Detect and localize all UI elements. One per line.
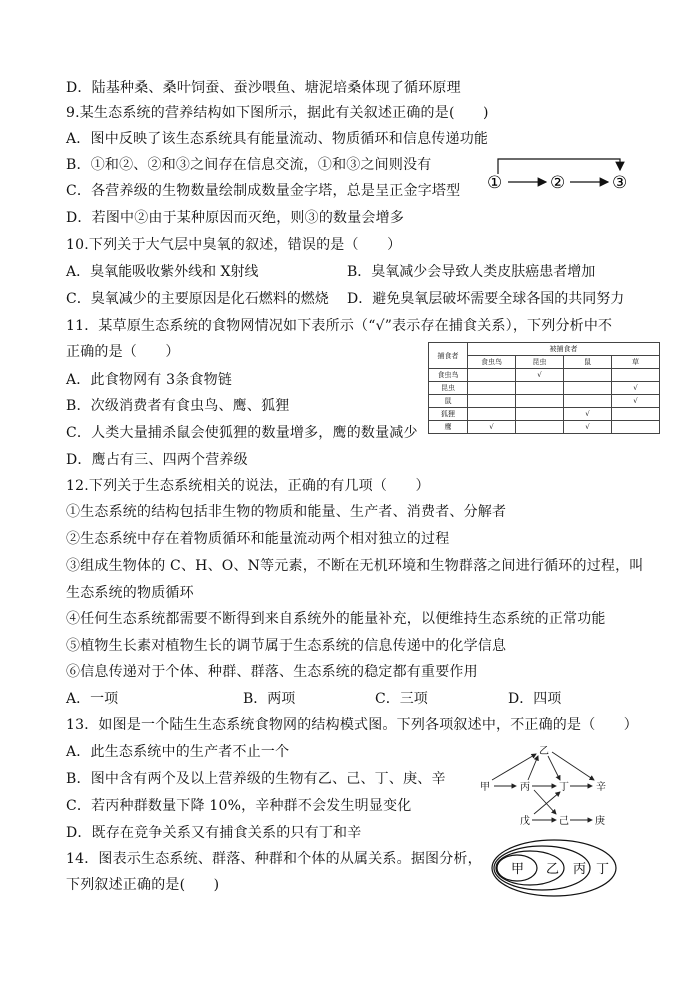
table-cell xyxy=(468,408,516,421)
q11-option-d: D．鹰占有三、四两个营养级 xyxy=(66,452,248,468)
prey-col-header: 鼠 xyxy=(564,356,612,369)
node-3: ③ xyxy=(612,173,628,193)
label-jia: 甲 xyxy=(511,862,525,877)
q13-option-d: D．既存在竞争关系又有捕食关系的只有丁和辛 xyxy=(66,825,362,841)
predator-name: 食虫鸟 xyxy=(429,369,468,382)
q9-option-c: C．各营养级的生物数量绘制成数量金字塔，总是呈正金字塔型 xyxy=(66,183,461,199)
q9-option-d: D．若图中②由于某种原因而灭绝，则③的数量会增多 xyxy=(66,210,405,226)
q14-stem: 14．图表示生态系统、群落、种群和个体的从属关系。据图分析， xyxy=(66,851,482,867)
predator-name: 昆虫 xyxy=(429,382,468,395)
q8-option-d: D．陆基种桑、桑叶饲蚕、蚕沙喂鱼、塘泥培桑体现了循环原理 xyxy=(66,80,461,96)
table-cell: √ xyxy=(612,382,660,395)
table-row xyxy=(429,369,660,382)
q14-nested-ellipse-diagram xyxy=(490,838,620,898)
q10-stem: 10.下列关于大气层中臭氧的叙述，错误的是（ ） xyxy=(66,237,402,253)
table-cell xyxy=(564,395,612,408)
table-cell xyxy=(516,408,564,421)
q13-option-a: A．此生态系统中的生产者不止一个 xyxy=(66,744,290,760)
node-ji: 己 xyxy=(559,816,569,827)
q9-option-a: A．图中反映了该生态系统具有能量流动、物质循环和信息传递功能 xyxy=(66,131,489,147)
prey-group-header: 被捕食者 xyxy=(468,343,660,356)
q12-stem: 12.下列关于生态系统相关的说法，正确的有几项（ ） xyxy=(66,478,430,494)
table-cell xyxy=(516,421,564,434)
node-yi: 乙 xyxy=(539,746,549,757)
q12-item-2: ②生态系统中存在着物质循环和能量流动两个相对独立的过程 xyxy=(66,531,450,547)
q13-option-b: B．图中含有两个及以上营养级的生物有乙、己、丁、庚、辛 xyxy=(66,771,446,787)
node-ding: 丁 xyxy=(559,782,569,793)
table-row xyxy=(429,382,660,395)
node-xin: 辛 xyxy=(596,782,606,793)
table-cell: √ xyxy=(564,408,612,421)
table-cell xyxy=(468,369,516,382)
q10-option-b: B．臭氧减少会导致人类皮肤癌患者增加 xyxy=(347,264,596,280)
table-row xyxy=(429,395,660,408)
table-cell: √ xyxy=(564,421,612,434)
table-cell xyxy=(564,369,612,382)
table-cell xyxy=(612,421,660,434)
table-cell xyxy=(468,395,516,408)
table-cell xyxy=(468,382,516,395)
q9-option-b: B．①和②、②和③之间存在信息交流，①和③之间则没有 xyxy=(66,157,432,173)
predator-name: 鼠 xyxy=(429,395,468,408)
q12-option-b: B．两项 xyxy=(243,691,296,707)
q13-option-c: C．若丙种群数量下降 10%，辛种群不会发生明显变化 xyxy=(66,798,412,814)
q13-stem: 13．如图是一个陆生生态系统食物网的结构模式图。下列各项叙述中，不正确的是（ ） xyxy=(66,717,639,733)
prey-col-header: 食虫鸟 xyxy=(468,356,516,369)
node-jia: 甲 xyxy=(480,782,490,793)
q11-stem: 11．某草原生态系统的食物网情况如下表所示（“√”表示存在捕食关系），下列分析中不 xyxy=(66,318,613,334)
table-cell xyxy=(612,408,660,421)
node-1: ① xyxy=(487,173,503,193)
table-cell xyxy=(516,395,564,408)
label-yi: 乙 xyxy=(546,862,560,877)
table-cell xyxy=(564,382,612,395)
q11-option-a: A．此食物网有 3条食物链 xyxy=(66,372,233,388)
q10-option-c: C．臭氧减少的主要原因是化石燃料的燃烧 xyxy=(66,291,329,307)
q12-item-5: ⑤植物生长素对植物生长的调节属于生态系统的信息传递中的化学信息 xyxy=(66,638,507,654)
node-geng: 庚 xyxy=(595,816,605,827)
node-2: ② xyxy=(550,173,566,193)
food-web-arrows xyxy=(492,752,594,820)
node-bing: 丙 xyxy=(520,782,530,793)
q12-item-3: ③组成生物体的 C、H、O、N等元素，不断在无机环境和生物群落之间进行循环的过程，叫 xyxy=(66,558,644,574)
table-cell: √ xyxy=(516,369,564,382)
node-wu: 戊 xyxy=(520,816,530,827)
q9-nutrient-structure-diagram xyxy=(482,154,632,198)
q10-option-a: A．臭氧能吸收紫外线和 X射线 xyxy=(66,264,259,280)
table-row xyxy=(429,421,660,434)
prey-col-header: 昆虫 xyxy=(516,356,564,369)
predator-name: 鹰 xyxy=(429,421,468,434)
q12-option-c: C．三项 xyxy=(375,691,428,707)
q10-option-d: D．避免臭氧层破坏需要全球各国的共同努力 xyxy=(347,291,625,307)
q11-option-b: B．次级消费者有食虫鸟、鹰、狐狸 xyxy=(66,398,290,414)
table-row xyxy=(429,408,660,421)
table-cell xyxy=(516,382,564,395)
q11-option-c: C．人类大量捕杀鼠会使狐狸的数量增多，鹰的数量减少 xyxy=(66,425,418,441)
predator-name: 狐狸 xyxy=(429,408,468,421)
table-cell: √ xyxy=(612,395,660,408)
q12-option-d: D．四项 xyxy=(508,691,562,707)
q14-stem-cont: 下列叙述正确的是( ) xyxy=(66,877,220,893)
q9-stem: 9.某生态系统的营养结构如下图所示，据此有关叙述正确的是( ) xyxy=(66,105,489,121)
q13-food-web-diagram xyxy=(474,740,614,832)
table-cell: √ xyxy=(468,421,516,434)
q12-item-6: ⑥信息传递对于个体、种群、群落、生态系统的稳定都有重要作用 xyxy=(66,664,478,680)
q11-stem-cont: 正确的是（ ） xyxy=(66,344,180,360)
q12-option-a: A．一项 xyxy=(66,691,119,707)
table-cell xyxy=(612,369,660,382)
food-web-table xyxy=(428,342,660,434)
table-corner-header: 捕食者 xyxy=(429,343,468,369)
q12-item-4: ④任何生态系统都需要不断得到来自系统外的能量补充，以便维持生态系统的正常功能 xyxy=(66,611,606,627)
prey-col-header: 草 xyxy=(612,356,660,369)
q12-item-3-cont: 生态系统的物质循环 xyxy=(66,585,194,601)
label-bing: 丙 xyxy=(573,862,587,877)
arrow-1-to-3 xyxy=(498,159,620,174)
q12-item-1: ①生态系统的结构包括非生物的物质和能量、生产者、消费者、分解者 xyxy=(66,504,507,520)
label-ding: 丁 xyxy=(596,862,610,877)
